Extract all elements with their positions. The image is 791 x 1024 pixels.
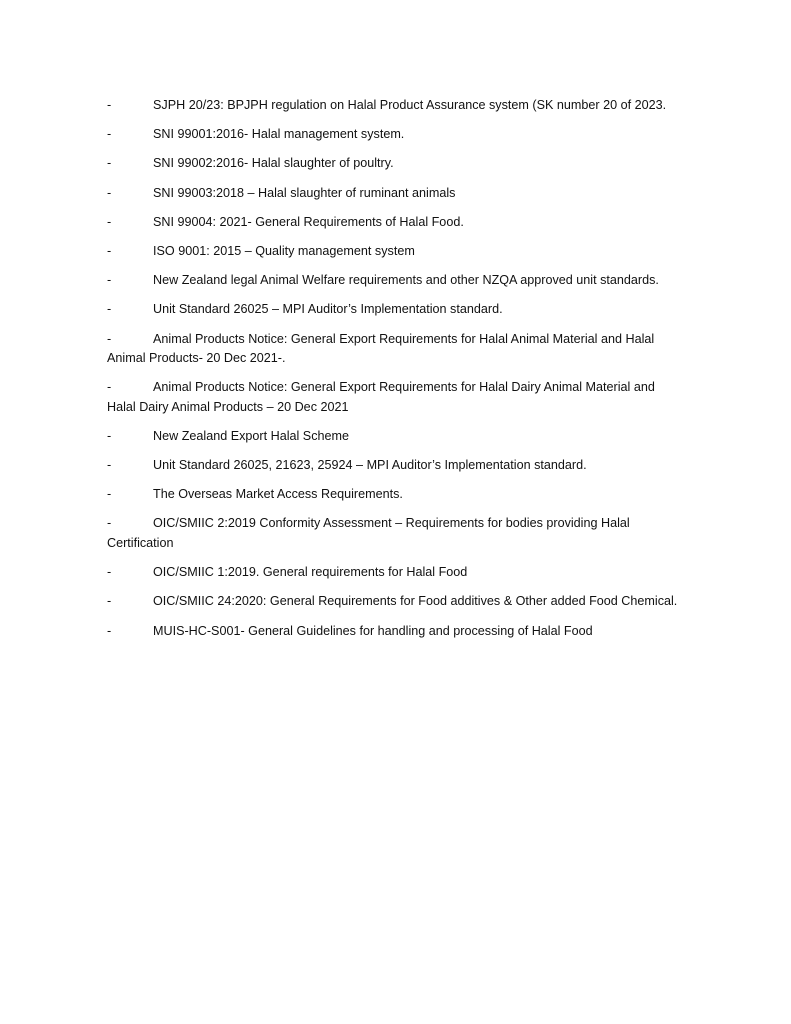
- list-item-text: OIC/SMIIC 24:2020: General Requirements for Food additives & Other added Food Chemical.: [153, 594, 678, 609]
- list-item: [107, 242, 687, 262]
- list-bullet: -: [107, 380, 112, 395]
- list-item-text: SNI 99004: 2021- General Requirements of Halal Food.: [153, 214, 464, 229]
- list-item: [107, 300, 687, 320]
- list-item: [107, 154, 687, 174]
- list-item-text: MUIS-HC-S001- General Guidelines for handling and processing of Halal Food: [153, 623, 593, 638]
- list-item-text: ISO 9001: 2015 – Quality management system: [153, 243, 415, 258]
- list-item-text: SJPH 20/23: BPJPH regulation on Halal Product Assurance system (SK number 20 of 2023.: [153, 98, 667, 112]
- list-item: [107, 427, 687, 447]
- list-item: [107, 514, 687, 553]
- list-bullet: -: [107, 623, 112, 638]
- list-bullet: -: [107, 214, 112, 229]
- list-item: [107, 592, 687, 612]
- list-item-text: The Overseas Market Access Requirements.: [153, 487, 403, 502]
- list-item: [107, 330, 687, 369]
- list-item-text: SNI 99002:2016- Halal slaughter of poultry.: [153, 156, 394, 171]
- list-bullet: -: [107, 127, 112, 142]
- list-bullet: -: [107, 98, 112, 112]
- list-item-text: SNI 99003:2018 – Halal slaughter of ruminant animals: [153, 185, 456, 200]
- list-item: [107, 456, 687, 476]
- list-bullet: -: [107, 243, 112, 258]
- list-bullet: -: [107, 458, 112, 473]
- list-bullet: -: [107, 594, 112, 609]
- list-bullet: -: [107, 331, 112, 346]
- list-item-text: OIC/SMIIC 2:2019 Conformity Assessment – Requirements for bodies providing Halal Certification: [107, 516, 630, 550]
- list-item: [107, 125, 687, 145]
- list-bullet: -: [107, 302, 112, 317]
- list-item: [107, 184, 687, 204]
- list-item: [107, 622, 687, 642]
- list-item-text: Unit Standard 26025, 21623, 25924 – MPI Auditor’s Implementation standard.: [153, 458, 587, 473]
- list-bullet: -: [107, 516, 112, 531]
- list-item-text: Unit Standard 26025 – MPI Auditor’s Implementation standard.: [153, 302, 503, 317]
- list-item-text: Animal Products Notice: General Export Requirements for Halal Dairy Animal Material and Halal Dairy Animal Products – 20 Dec 2021: [107, 380, 655, 414]
- list-bullet: -: [107, 185, 112, 200]
- list-item-text: Animal Products Notice: General Export Requirements for Halal Animal Material and Halal Animal Products- 20 Dec 2021-.: [107, 331, 655, 365]
- list-bullet: -: [107, 273, 112, 288]
- list-bullet: -: [107, 565, 112, 580]
- list-item: [107, 563, 687, 583]
- list-item-text: SNI 99001:2016- Halal management system.: [153, 127, 405, 142]
- list-item: [107, 271, 687, 291]
- document-page: [107, 96, 687, 651]
- list-item: [107, 485, 687, 505]
- list-item-text: New Zealand Export Halal Scheme: [153, 428, 349, 443]
- list-bullet: -: [107, 428, 112, 443]
- list-bullet: -: [107, 156, 112, 171]
- list-item: [107, 96, 687, 116]
- list-item: [107, 213, 687, 233]
- list-bullet: -: [107, 487, 112, 502]
- list-item-text: OIC/SMIIC 1:2019. General requirements for Halal Food: [153, 565, 468, 580]
- list-item: [107, 378, 687, 417]
- list-item-text: New Zealand legal Animal Welfare requirements and other NZQA approved unit standards.: [153, 273, 659, 288]
